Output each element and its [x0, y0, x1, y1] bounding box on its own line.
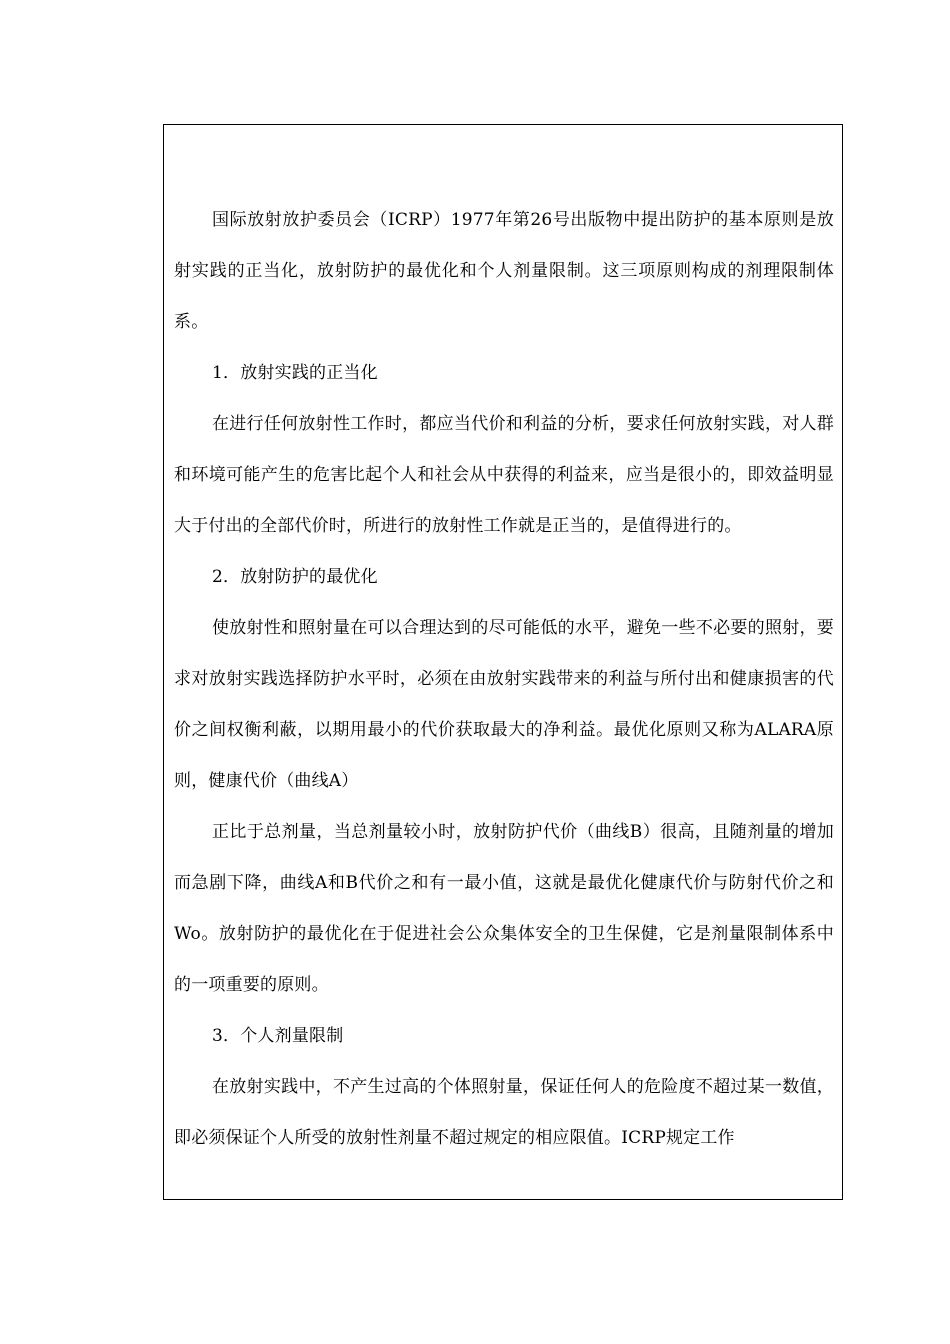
paragraph-dose-limitation: 在放射实践中，不产生过高的个体照射量，保证任何人的危险度不超过某一数值，即必须保证个人所受的放射性剂量不超过规定的相应限值。ICRP规定工作: [174, 1077, 834, 1148]
heading-dose-limitation: 3．个人剂量限制: [212, 1026, 344, 1046]
paragraph-intro: 国际放射放护委员会（ICRP）1977年第26号出版物中提出防护的基本原则是放射实践的正当化，放射防护的最优化和个人剂量限制。这三项原则构成的剂理限制体系。: [174, 210, 834, 332]
paragraph-justification: 在进行任何放射性工作时，都应当代价和利益的分析，要求任何放射实践，对人群和环境可能产生的危害比起个人和社会从中获得的利益来，应当是很小的，即效益明显大于付出的全部代价时，所进行的放射性工作就是正当的，是值得进行的。: [174, 414, 834, 536]
heading-optimization: 2．放射防护的最优化: [212, 567, 378, 587]
heading-justification: 1．放射实践的正当化: [212, 363, 378, 383]
document-frame: [163, 124, 843, 1200]
paragraph-optimization-2: 正比于总剂量，当总剂量较小时，放射防护代价（曲线B）很高，且随剂量的增加而急剧下降，曲线A和B代价之和有一最小值，这就是最优化健康代价与防射代价之和Wo。放射防护的最优化在于促进社会公众集体安全的卫生保健，它是剂量限制体系中的一项重要的原则。: [174, 822, 834, 995]
document-body: [174, 195, 834, 1164]
paragraph-optimization-1: 使放射性和照射量在可以合理达到的尽可能低的水平，避免一些不必要的照射，要求对放射实践选择防护水平时，必须在由放射实践带来的利益与所付出和健康损害的代价之间权衡利蔽，以期用最小的代价获取最大的净利益。最优化原则又称为ALARA原则，健康代价（曲线A）: [174, 618, 834, 791]
